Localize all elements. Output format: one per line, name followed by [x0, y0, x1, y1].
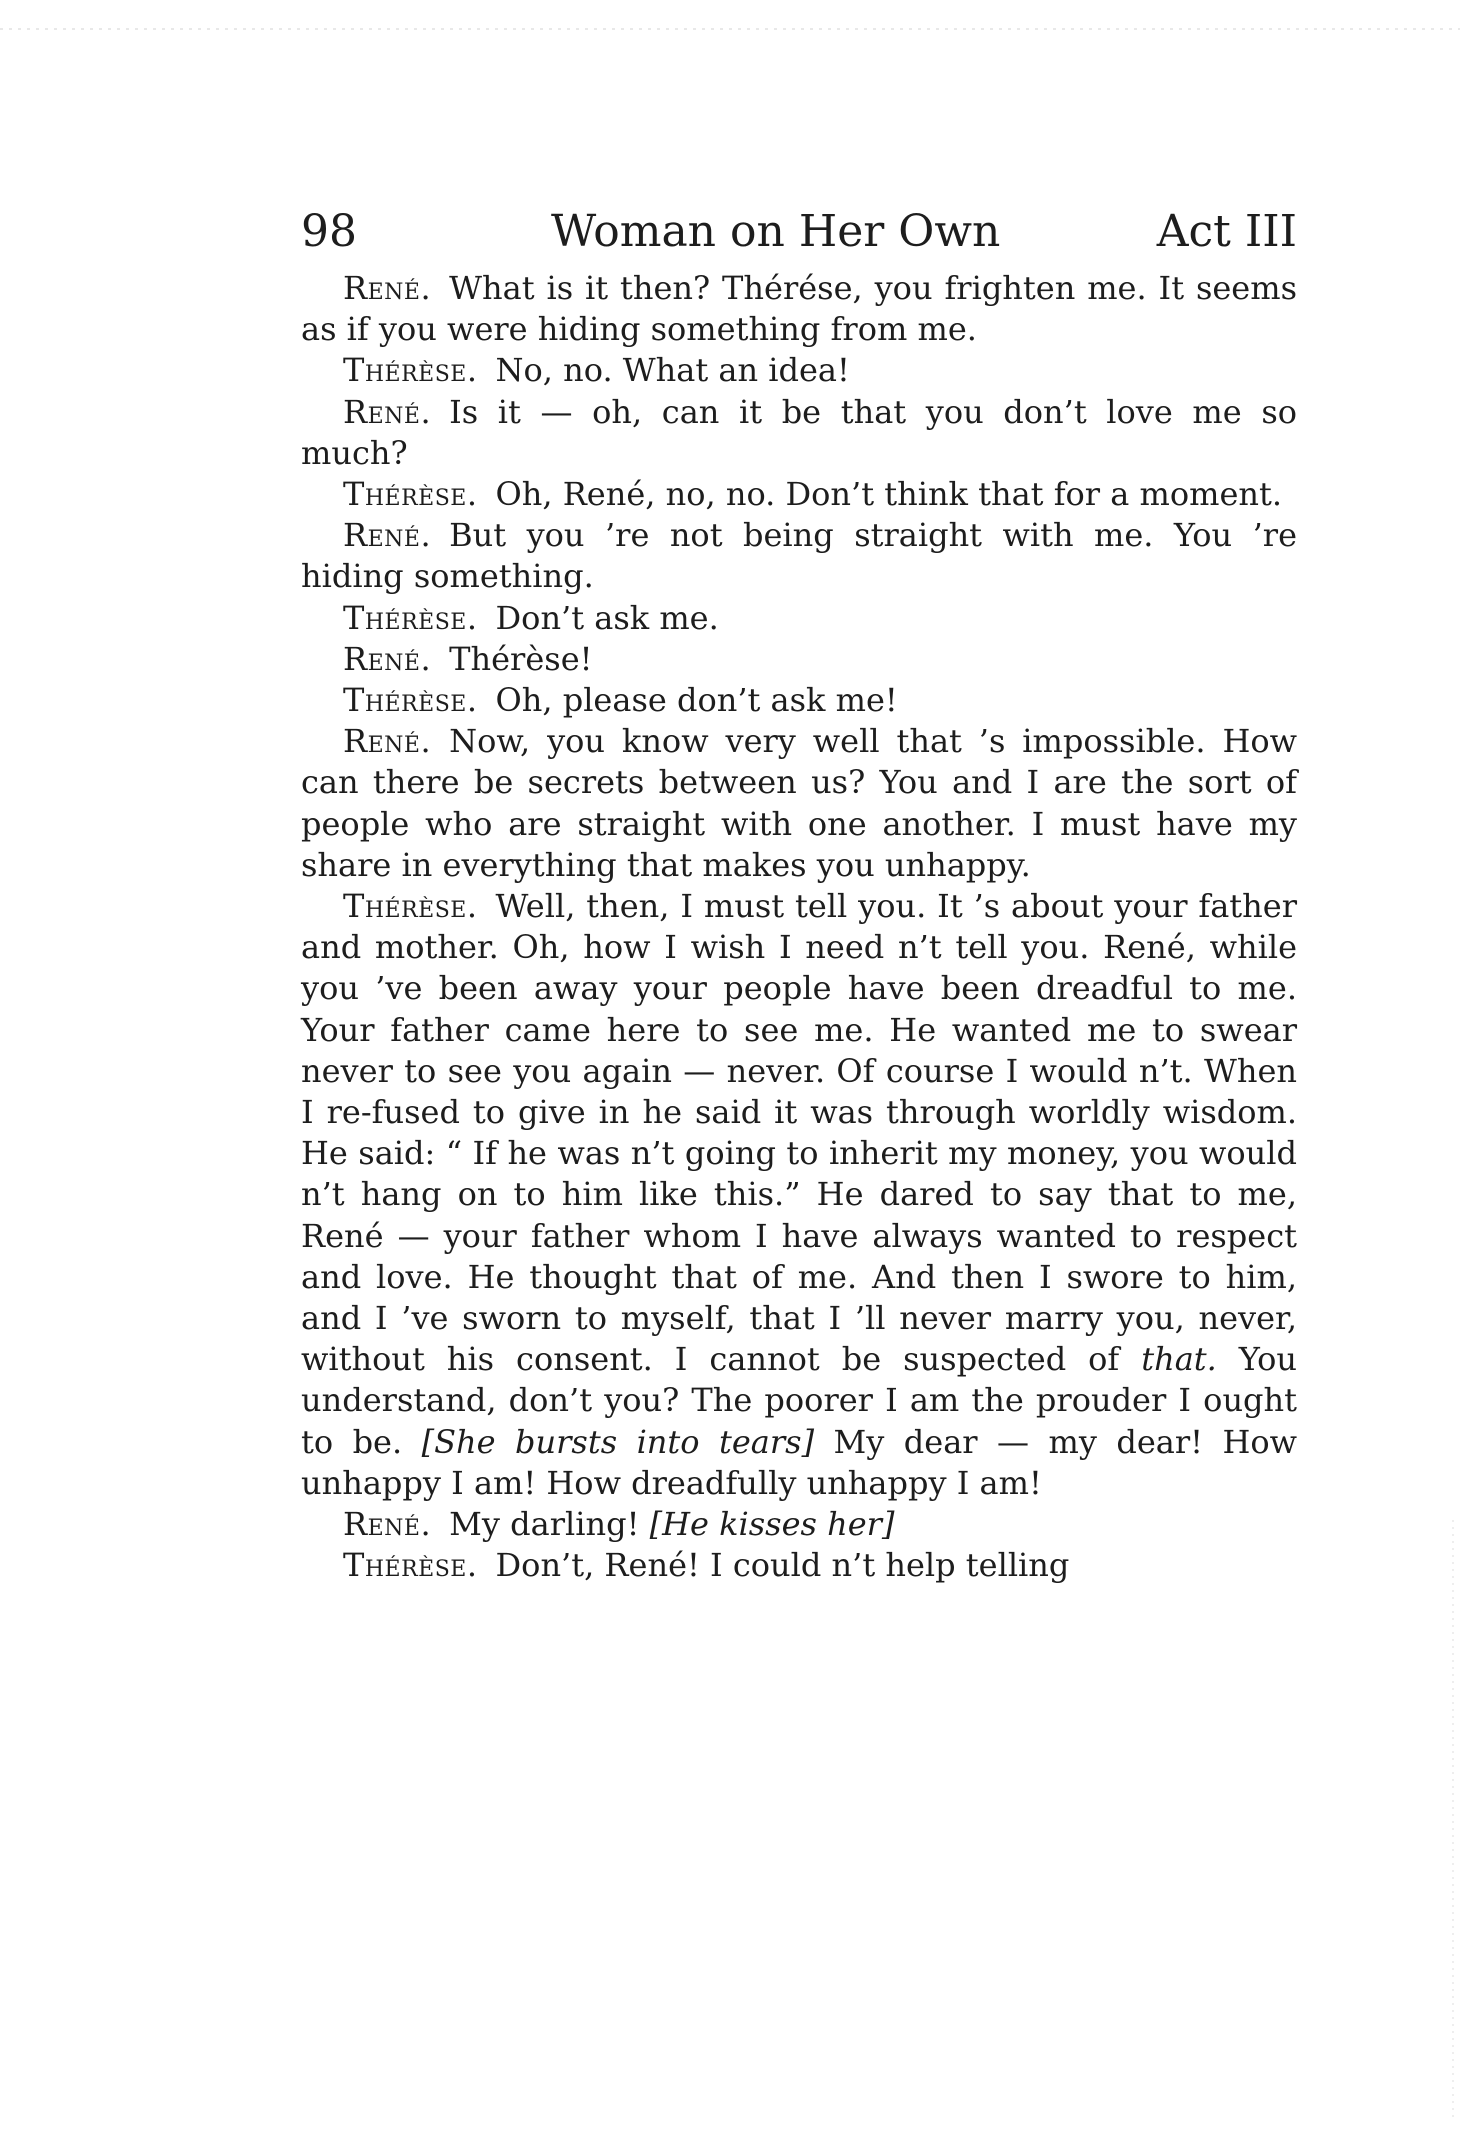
book-page	[301, 200, 1297, 1587]
speech-text-continued: My dear — my dear! How unhappy I am! How dreadfully unhappy I am!	[301, 1422, 1298, 1502]
speaker-name: René.	[343, 269, 432, 307]
speech-5	[301, 515, 1297, 597]
speaker-name: René.	[343, 516, 432, 555]
dialogue-body	[301, 268, 1297, 1587]
speech-text: Oh, please don’t ask me!	[495, 681, 898, 720]
speech-text: Well, then, I must tell you. It ’s about your father and mother. Oh, how I wish I need n’t tell you. René, while you ’ve been away your people have been dreadful to me. Your father came here to see me. He wanted me to swear never to see you again — never. Of course I would n’t. When I re-fused to give in he said it was through worldly wisdom. He said: “ If he was n’t going to inherit my money, you would n’t hang on to him like this.” He dared to say that to me, René — your father whom I have always wanted to respect and love. He thought that of me. And then I swore to him, and I ’ve sworn to myself, that I ’ll never marry you, never, without his consent. I cannot be suspected of	[301, 887, 1297, 1379]
speaker-name: René.	[343, 1505, 432, 1544]
speech-text: No, no. What an idea!	[495, 351, 850, 390]
speaker-name: Thérèse.	[343, 681, 478, 720]
speaker-name: René.	[343, 639, 432, 678]
speech-11	[301, 1504, 1297, 1545]
speech-6	[301, 598, 1297, 639]
speaker-name: René.	[343, 392, 432, 431]
speech-text: Oh, René, no, no. Don’t think that for a moment.	[495, 475, 1283, 514]
speech-7	[301, 639, 1297, 680]
speaker-name: René.	[343, 722, 432, 761]
speaker-name: Thérèse.	[343, 1546, 478, 1585]
speaker-name: Thérèse.	[343, 351, 478, 390]
speaker-name: Thérèse.	[343, 598, 478, 637]
speech-4	[301, 474, 1297, 515]
speaker-name: Thérèse.	[343, 887, 478, 926]
speech-8	[301, 680, 1297, 721]
speech-1	[301, 268, 1297, 350]
act-label: Act III	[1156, 206, 1297, 257]
speech-2	[301, 350, 1297, 391]
scan-edge-top	[0, 28, 1460, 30]
scan-edge-right	[1452, 1520, 1454, 2120]
speech-text: But you ’re not being straight with me. You ’re hiding something.	[301, 516, 1297, 596]
speech-text: What is it then? Thérése, you frighten me. It seems as if you were hiding something from me.	[301, 269, 1297, 349]
speaker-name: Thérèse.	[343, 475, 478, 514]
running-head	[301, 200, 1297, 264]
stage-direction: [He kisses her]	[649, 1505, 895, 1544]
speech-text: My darling!	[449, 1505, 640, 1544]
speech-text: Now, you know very well that ’s impossible. How can there be secrets between us? You and I are the sort of people who are straight with one another. I must have my share in everything that makes you unhappy.	[301, 722, 1297, 884]
speech-text-continued: You understand, don’t you? The poorer I am the prouder I ought to be.	[301, 1340, 1297, 1461]
speech-text: Don’t ask me.	[495, 598, 719, 637]
speech-12	[301, 1545, 1297, 1586]
speech-text: Is it — oh, can it be that you don’t love me so much?	[301, 392, 1297, 472]
speech-10	[301, 886, 1297, 1504]
speech-text: Don’t, René! I could n’t help telling	[495, 1546, 1070, 1585]
running-title: Woman on Her Own	[551, 206, 1001, 257]
stage-direction: [She bursts into tears]	[421, 1422, 815, 1461]
speech-9	[301, 721, 1297, 886]
page-number: 98	[301, 206, 357, 257]
emphasis-text: that.	[1141, 1340, 1217, 1379]
speech-text: Thérèse!	[449, 639, 593, 678]
speech-3	[301, 392, 1297, 474]
